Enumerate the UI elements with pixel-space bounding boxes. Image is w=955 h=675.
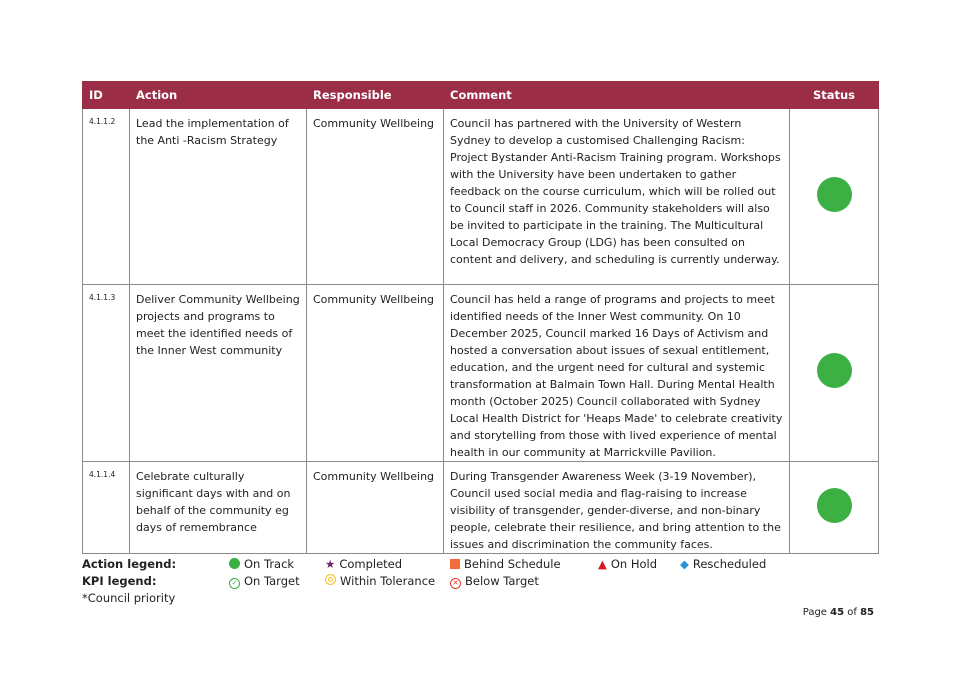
legend-label: On Target: [244, 574, 300, 588]
header-comment: Comment: [444, 82, 790, 109]
page-current: 45: [830, 607, 845, 618]
row-id: 4.1.1.3: [83, 285, 130, 462]
legend-label: Within Tolerance: [340, 574, 436, 588]
action-legend-title: Action legend:: [82, 557, 177, 571]
green-circle-icon: [229, 558, 240, 569]
diamond-icon: ◆: [680, 557, 689, 571]
tolerance-circle-icon: [325, 574, 336, 585]
header-action: Action: [130, 82, 307, 109]
row-action: Celebrate culturally significant days with and on behalf of the community eg days of remembrance: [130, 462, 307, 554]
legend-label: On Track: [244, 557, 295, 571]
legend-label: On Hold: [610, 557, 658, 571]
row-id: 4.1.1.4: [83, 462, 130, 554]
row-action: Deliver Community Wellbeing projects and programs to meet the identified needs of the Inner West community: [130, 285, 307, 462]
row-responsible: Community Wellbeing: [307, 285, 444, 462]
header-status: Status: [790, 82, 879, 109]
row-id: 4.1.1.2: [83, 109, 130, 285]
priority-note: *Council priority: [82, 591, 176, 605]
legend-within-tolerance: [325, 574, 435, 588]
check-circle-icon: ✓: [229, 578, 240, 589]
legend-label: Rescheduled: [692, 557, 767, 571]
row-comment: Council has partnered with the University of Western Sydney to develop a customised Challenging Racism: Project Bystander Anti-Racism Training program. Workshops with the University have been undertaken to gather feedback on the course curriculum, which will be rolled out to Council staff in 2026. Community stakeholders will also be invited to participate in the training. The Multicultural Local Democracy Group (LDG) has been consulted on content and delivery, and scheduling is currently underway.: [444, 109, 790, 285]
row-responsible: Community Wellbeing: [307, 109, 444, 285]
table-row: [83, 109, 879, 285]
legend-rescheduled: [680, 557, 766, 571]
triangle-icon: ▲: [598, 557, 607, 571]
header-id: ID: [83, 82, 130, 109]
page-prefix: Page: [802, 607, 827, 618]
row-status: [790, 285, 879, 462]
legend-completed: [325, 557, 402, 571]
legend-below-target: [450, 574, 539, 589]
kpi-legend-title: KPI legend:: [82, 574, 157, 588]
row-action: Lead the implementation of the Anti -Racism Strategy: [130, 109, 307, 285]
on-track-status-icon: [817, 353, 852, 388]
star-icon: ★: [325, 557, 336, 571]
table-row: [83, 462, 879, 554]
header-responsible: Responsible: [307, 82, 444, 109]
legend-label: Behind Schedule: [464, 557, 561, 571]
table-header-row: [83, 82, 879, 109]
row-comment: During Transgender Awareness Week (3-19 November), Council used social media and flag-raising to increase visibility of transgender, gender-diverse, and non-binary people, celebrate their resilience, and bring attention to the issues and discrimination the community faces.: [444, 462, 790, 554]
square-icon: [450, 559, 460, 569]
page-number: [803, 607, 874, 618]
legend-label: Below Target: [465, 574, 539, 588]
on-track-status-icon: [817, 488, 852, 523]
page-total: 85: [860, 607, 874, 618]
row-responsible: Community Wellbeing: [307, 462, 444, 554]
legend-behind-schedule: [450, 557, 561, 571]
legend-on-target: [229, 574, 300, 589]
legend-on-track: [229, 557, 294, 571]
row-comment: Council has held a range of programs and projects to meet identified needs of the Inner West community. On 10 December 2025, Council marked 16 Days of Activism and hosted a conversation about issues of sexual entitlement, education, and the urgent need for cultural and systemic transformation at Balmain Town Hall. During Mental Health month (October 2025) Council collaborated with Sydney Local Health District for 'Heaps Made' to celebrate creativity and storytelling from those with lived experience of mental health in our community at Marrickville Pavilion.: [444, 285, 790, 462]
row-status: [790, 462, 879, 554]
page-of: of: [847, 607, 857, 618]
cross-circle-icon: ✕: [450, 578, 461, 589]
on-track-status-icon: [817, 177, 852, 212]
actions-table: [82, 81, 879, 554]
legend-on-hold: [598, 557, 657, 571]
legend-label: Completed: [339, 557, 403, 571]
row-status: [790, 109, 879, 285]
table-row: [83, 285, 879, 462]
